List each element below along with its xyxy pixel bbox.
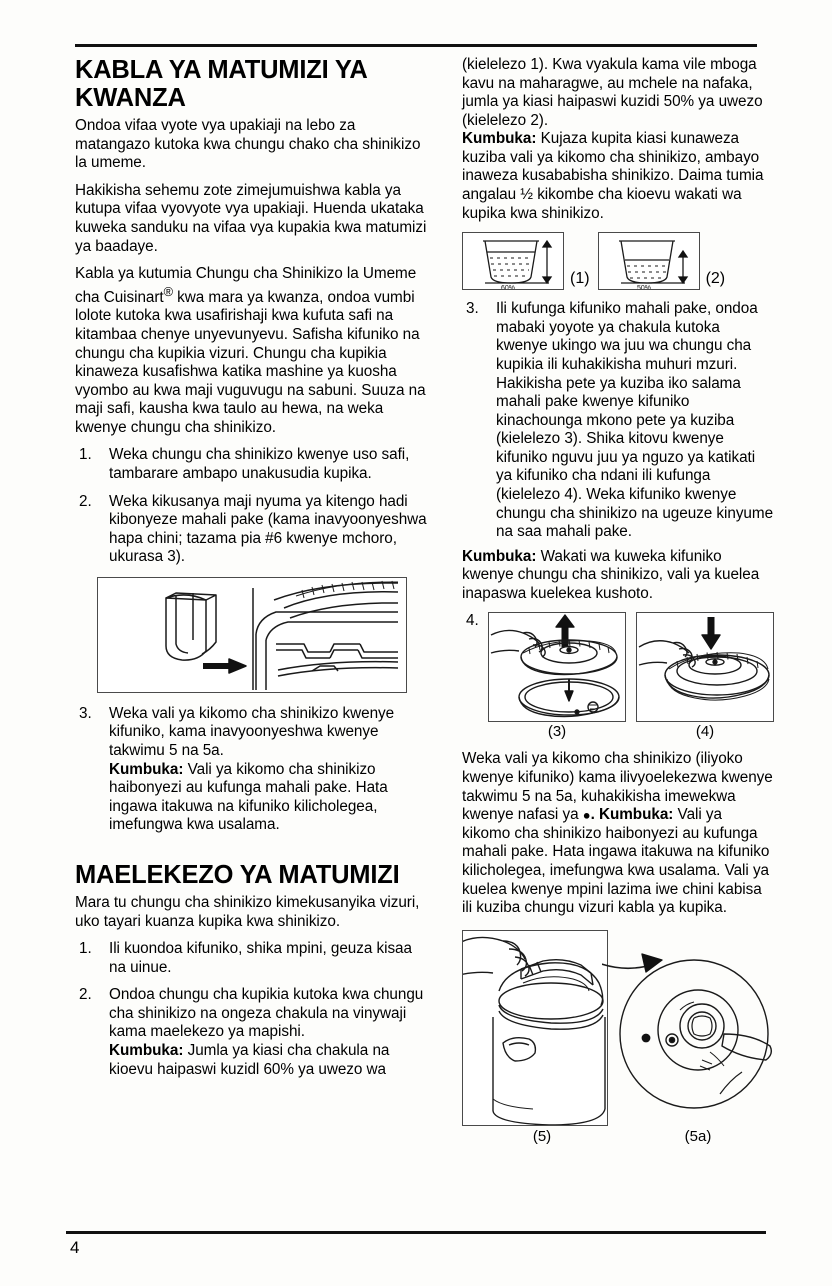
section-heading-operating-instructions: MAELEKEZO YA MATUMIZI (75, 860, 400, 889)
figure-caption: (5) (532, 1127, 552, 1145)
step-text: Ili kufunga kifuniko mahali pake, ondoa mabaki yoyote ya chakula kutoka kwenye ukingo wa juu wa chungu cha kupikia ili kuhakikisha muhuri mzuri. Hakikisha pete ya kuziba iko salama mahali pake kwenye kifuniko kinachounga mkono pete ya kuziba (kielelezo 3). Shika kitovu kwenye kifuniko nguvu juu ya nguzo ya katikati ya kifuniko cha ndani ili kufunga (kielelezo 4). Weka kifuniko kwenye chungu cha shinikizo na ugeuze kinyume na saa mahali pake. (496, 300, 774, 541)
paragraph-first-use-cleaning-a: Kabla ya kutumia Chungu cha Shinikizo la Umeme cha Cuisinart (75, 265, 417, 306)
note-label: . Kumbuka: (590, 806, 674, 824)
position-dot-marker: ● (582, 807, 591, 823)
page-number: 4 (70, 1238, 80, 1257)
note-text: Vali ya kikomo cha shinikizo haibonyezi au kufunga mahali pake. Hata ingawa itakuwa na kifuniko kilicholegea, imefungwa kwa usalama. (109, 760, 388, 834)
fill-figure-60 (462, 232, 590, 290)
bottom-figure-captions (462, 1128, 774, 1145)
paragraph-capacity-continued: (kielelezo 1). Kwa vyakula kama vile mboga kavu na maharagwe, au mchele na nafaka, jumla ya kiasi haipaswi kuzidi 50% ya uwezo (kielelezo 2). (462, 56, 763, 129)
step-4-with-figures (462, 612, 774, 740)
lid-figure-3 (488, 612, 626, 740)
lid-locking-step-list (462, 300, 774, 542)
figure-caption: (1) (570, 270, 590, 288)
list-item (75, 940, 430, 977)
fill-level-figures (462, 232, 774, 290)
list-item (462, 300, 774, 542)
note-label: Kumbuka: (462, 547, 537, 565)
section-heading-before-first-use: KABLA YA MATUMIZI YA KWANZA (75, 56, 367, 113)
note-text: Vali ya kikomo cha shinikizo haibonyezi au kufunga mahali pake. Hata ingawa itakuwa na kifuniko kilicholegea, imefungwa kwa usalama. Vali ya kuelea kwenye mpini lazima iwe chini kabisa ili kuziba chungu vizuri kabla ya kupika. (462, 806, 770, 917)
fill-level-label: 50% (636, 285, 651, 291)
pot-fill-60-diagram (462, 232, 564, 290)
step-number: 2. (79, 492, 92, 510)
step-text: Ili kuondoa kifuniko, shika mpini, geuza kisaa na uinue. (109, 940, 412, 976)
step-text: Weka chungu cha shinikizo kwenye uso safi, tambarare ambapo unakusudia kupika. (109, 446, 410, 483)
step-number: 4. (466, 612, 479, 630)
cooker-figures (462, 930, 774, 1162)
right-column (462, 56, 774, 1162)
pressure-valve-detail-diagram (602, 930, 774, 1126)
paragraph-check-parts: Hakikisha sehemu zote zimejumuishwa kabla ya kutupa vifaa vyovyote vya upakiaji. Huenda ukataka kuweka sanduku na vifaa vya kupakia kwa matumizi ya baadaye. (75, 181, 427, 255)
list-item (75, 705, 430, 835)
pot-fill-50-diagram (598, 232, 700, 290)
lid-press-diagram (636, 612, 774, 722)
note-label: Kumbuka: (462, 130, 537, 148)
paragraph-ready-to-cook: Mara tu chungu cha shinikizo kimekusanyika vizuri, uko tayari kuanza kupika kwa shinikizo. (75, 894, 420, 930)
note-text: Jumla ya kiasi cha chakula na kioevu haipaswi kuzidl 60% ya uwezo wa (109, 1042, 390, 1078)
figure-caption: (4) (695, 723, 715, 741)
note-text: Kujaza kupita kiasi kunaweza kuziba vali ya kikomo cha shinikizo, ambayo inaweza kusababisha shinikizo. Daima tumia angalau ½ kikombe cha kioevu wakati wa kupika kwa shinikizo. (462, 130, 764, 222)
lid-figures (488, 612, 774, 740)
header-rule (75, 44, 757, 47)
footer-rule (66, 1231, 766, 1234)
paragraph-overfill-note (462, 130, 774, 223)
list-item (75, 446, 430, 483)
fill-level-label: 60% (501, 285, 516, 291)
step-number: 2. (79, 986, 92, 1004)
figure-caption: (3) (547, 723, 567, 741)
step-text: Weka vali ya kikomo cha shinikizo kwenye kifuniko, kama inavyoonyeshwa kwenye takwimu 5 na 5a. (109, 704, 395, 760)
note-label: Kumbuka: (109, 760, 184, 778)
cooker-lid-handle-diagram (462, 930, 608, 1126)
paragraph-first-use-cleaning-b: kwa mara ya kwanza, ondoa vumbi lolote kutoka kwa usafirishaji kwa kufuta safi na kitambaa chenye unyevunyevu. Safisha kifuniko na chungu cha kupikia vizuri. Chungu cha kupikia kinaweza kusafishwa katika mashine ya kuosha vyombo au kwa maji vuguvugu na sabuni. Suuza na maji safi, kausha kwa taulo au hewa, na weka kwenye chungu cha shinikizo. (75, 288, 426, 436)
step-number: 1. (79, 940, 92, 958)
registered-trademark-symbol: ® (163, 283, 173, 299)
condensation-collector-diagram (97, 577, 407, 693)
valve-step-list (75, 705, 430, 835)
note-label: Kumbuka: (109, 1042, 184, 1060)
note-text: Wakati wa kuweka kifuniko kwenye chungu cha shinikizo, vali ya kuelea inapaswa kuelekea kushoto. (462, 547, 760, 602)
paragraph-limit-valve-position (462, 750, 774, 917)
lid-lift-diagram (488, 612, 626, 722)
step-number: 3. (466, 300, 479, 318)
figure-caption: (5a) (684, 1127, 712, 1145)
paragraph-float-valve-note (462, 548, 774, 604)
setup-steps-list (75, 446, 430, 566)
step-text: Weka kikusanya maji nyuma ya kitengo hadi kibonyeze mahali pake (kama inavyoonyeshwa hapa chini; tazama pia #6 kwenye mchoro, ukurasa 3). (109, 492, 427, 566)
list-item (75, 986, 430, 1079)
operating-steps-list (75, 940, 430, 1079)
left-column (75, 56, 430, 1085)
paragraph-first-use-cleaning (75, 265, 430, 437)
list-item (75, 493, 430, 567)
step-number: 3. (79, 704, 92, 722)
fill-figure-50 (598, 232, 726, 290)
paragraph-remove-packaging: Ondoa vifaa vyote vya upakiaji na lebo za matangazo kutoka kwa chungu chako cha shinikizo la umeme. (75, 117, 421, 172)
figure-caption: (2) (705, 270, 726, 288)
paragraph-limit-valve-a: Weka vali ya kikomo cha shinikizo (iliyoko kwenye kifuniko) kama ilivyoelekezwa kwenye takwimu 5 na 5a, kuhakikisha imewekwa kwenye nafasi ya (462, 750, 773, 824)
step-number: 1. (79, 446, 92, 464)
step-text: Ondoa chungu cha kupikia kutoka kwa chungu cha shinikizo na ongeza chakula na vinywaji kama maelekezo ya mapishi. (109, 986, 424, 1041)
lid-figure-4 (636, 612, 774, 740)
